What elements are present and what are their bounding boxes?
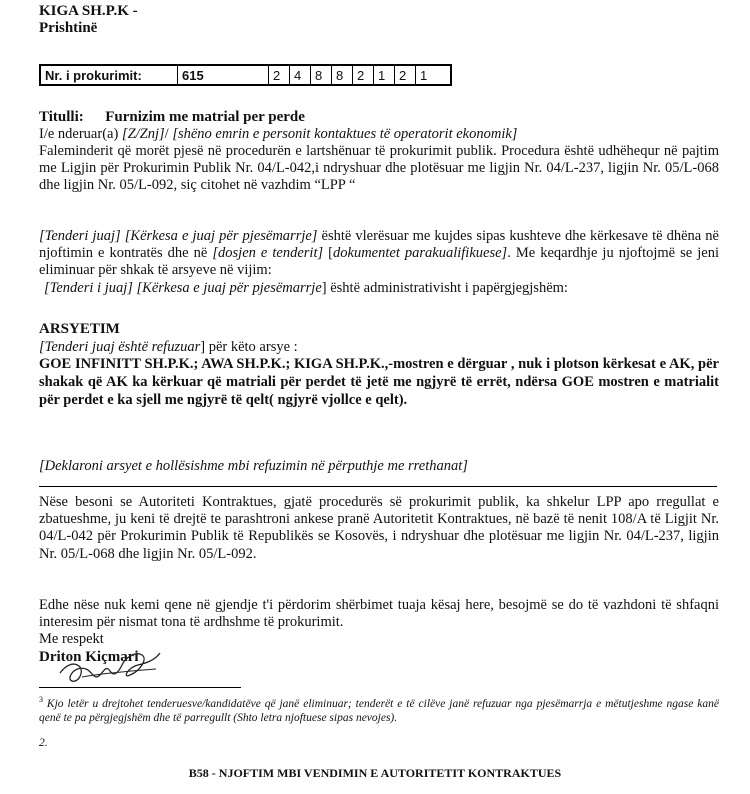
procurement-cell: 1 <box>374 65 395 85</box>
addressee-slash: / <box>164 126 173 142</box>
signatory-name: Driton Kiçmari <box>39 649 139 665</box>
reasoning-heading: ARSYETIM <box>39 321 120 337</box>
evaluation-docs-placeholder: dokumentet parakualifikuese] <box>333 245 508 262</box>
evaluation-tender-placeholder: [Tenderi juaj] [Kërkesa e juaj për pjesëmarrje] <box>39 228 318 244</box>
reasoning-declare-placeholder: [Deklaroni arsyet e hollësishme mbi refuzimin në përputhje me rrethanat] <box>39 458 468 474</box>
company-city: Prishtinë <box>39 20 98 36</box>
procurement-cell: 8 <box>311 65 332 85</box>
addressee-lead: I/e nderuar(a) <box>39 126 122 142</box>
divider-line <box>39 486 717 487</box>
evaluation-bracket: [ <box>323 245 334 262</box>
procurement-cell: 615 <box>178 65 269 85</box>
appeal-paragraph: Nëse besoni se Autoriteti Kontraktues, gjatë procedurës së prokurimit publik, ka shkelur LPP apo rregullat e zbatueshme, ju keni të drejtë te parashtroni ankese pranë Autoritetit Kontraktues, në bazë të nenit 108/A të Ligjit Nr. 04/L-042 për Prokurimin Publik të Republikës se Kosovës, i ndryshuar dhe plotësuar me ligjin Nr. 04/L-237, ligjin Nr. 05/L-068 dhe ligjin Nr. 05/L-092. <box>39 494 719 562</box>
procurement-label: Nr. i prokurimit: <box>40 65 178 85</box>
evaluation-paragraph <box>39 228 719 280</box>
title-label: Titulli: <box>39 109 84 125</box>
procurement-cell: 4 <box>290 65 311 85</box>
evaluation-text: është vlerësuar me kujdes sipas kushteve dhe kërkesave të dhëna në njoftimin e kontratës dhe në <box>39 228 719 262</box>
procurement-cell: 1 <box>416 65 452 85</box>
footnote-text: Kjo letër u drejtohet tenderuesve/kandidatëve që janë eliminuar; tenderët e të cilëve janë refuzuar nga pjesëmarrja e mëtutjeshme ngase kanë qenë te pa përgjegjshëm dhe të parregullt (Shto letra njoftuese sipas nevojes). <box>39 697 719 725</box>
evaluation-line-2 <box>44 280 724 297</box>
reasoning-body: GOE INFINITT SH.P.K.; AWA SH.P.K.; KIGA SH.P.K.,-mostren e dërguar , nuk i plotson kërkesat e AK, për shakak që AK ka kërkuar që matriali për perdet të jetë me ngjyrë të errët, ndërsa GOE mostren e matrialit për perdet e ka sjell me ngjyrë të qelt( ngjyrë vjollce e qelt). <box>39 356 719 408</box>
evaluation-text-2: . Me keqardhje ju njoftojmë se jeni eliminuar për shkak të arsyeve në vijim: <box>39 245 720 279</box>
footnote-mark: 3 <box>39 695 43 704</box>
reasoning-lead-text: ] për këto arsye : <box>200 339 298 355</box>
procurement-cell: 2 <box>395 65 416 85</box>
addressee-placeholder: [shëno emrin e personit kontaktues të operatorit ekonomik] <box>172 126 518 142</box>
handwritten-signature <box>52 643 172 691</box>
addressee-line <box>39 126 517 143</box>
addressee-salutation: [Z/Znj] <box>121 126 165 142</box>
evaluation-text-3: ] është administrativisht i papërgjegjshëm: <box>321 280 568 296</box>
title-value: Furnizim me matrial per perde <box>105 109 305 125</box>
procurement-cell: 2 <box>353 65 374 85</box>
reasoning-lead-placeholder: [Tenderi juaj është refuzuar <box>39 339 201 355</box>
evaluation-dossier-placeholder: [dosjen e tenderit] <box>212 245 324 262</box>
company-name: KIGA SH.P.K - <box>39 3 138 19</box>
footnote <box>39 693 719 726</box>
procurement-cell: 8 <box>332 65 353 85</box>
procurement-number-table <box>39 64 452 86</box>
intro-paragraph: Faleminderit që morët pjesë në procedurën e lartshënuar të prokurimit publik. Procedura është udhëhequr në pajtim me Ligjin për Prokurimin Publik Nr. 04/L-042,i ndryshuar dhe plotësuar me ligjin Nr. 04/L-237, ligjin Nr. 05/L-068 dhe ligjin Nr. 05/L-092, siç citohet në vazhdim “LPP “ <box>39 143 719 194</box>
page-number: 2. <box>39 737 48 749</box>
regards: Me respekt <box>39 631 104 647</box>
title-line <box>39 109 305 126</box>
reasoning-lead <box>39 339 298 356</box>
footnote-rule <box>39 687 241 688</box>
procurement-cell: 2 <box>269 65 290 85</box>
footer-title: B58 - NJOFTIM MBI VENDIMIN E AUTORITETIT KONTRAKTUES <box>188 766 562 780</box>
closing-paragraph: Edhe nëse nuk kemi qene në gjendje t'i përdorim shërbimet tuaja kësaj here, besojmë se do të vazhdoni të shfaqni interesim për nismat tona të ardhshme të prokurimit. <box>39 597 719 631</box>
evaluation-tender-placeholder-2: [Tenderi i juaj] [Kërkesa e juaj për pjesëmarrje <box>44 280 322 296</box>
